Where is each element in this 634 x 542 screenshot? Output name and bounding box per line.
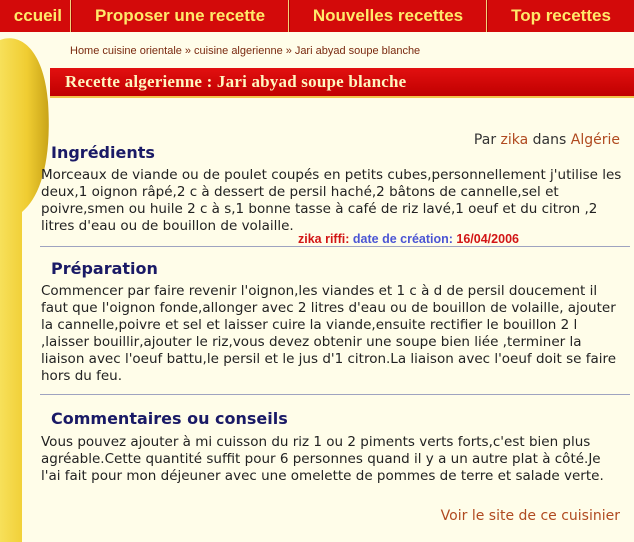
breadcrumb-separator: » (184, 45, 192, 57)
breadcrumb-separator: » (285, 45, 292, 57)
comments-text: Vous pouvez ajouter à mi cuisson du riz 1 ou 2 piments verts forts,c'est bien plus agréable.Cette quantité suffit pour 6 personnes quand il y a un autre plat à côté.Je l'ai fait pour mon déjeuner avec une omelette de pommes de terre et salade verte. (41, 434, 604, 484)
creation-author: zika riffi: (298, 232, 350, 246)
nav-top-recettes[interactable]: Top recettes (487, 0, 634, 32)
breadcrumb-home[interactable]: Home cuisine orientale (70, 45, 182, 57)
creation-info (298, 232, 519, 246)
nav-proposer-recette[interactable]: Proposer une recette (71, 0, 289, 32)
breadcrumb (70, 45, 420, 57)
title-bar (50, 68, 634, 98)
breadcrumb-current[interactable]: Jari abyad soupe blanche (294, 45, 421, 57)
country-link[interactable]: Algérie (570, 132, 620, 148)
ingredients-text: Morceaux de viande ou de poulet coupés en petits cubes,personnellement j'utilise les deux,1 oignon râpé,2 c à dessert de persil haché,2 bâtons de cannelle,sel et poivre,smen ou huile 2 c à s,1 bonne tasse à café de riz lavé,1 oeuf et du citron ,2 litres d'eau ou de bouillon de volaille. (41, 167, 622, 234)
nav-accueil[interactable]: ccueil (0, 0, 71, 32)
author-middle: dans (532, 132, 567, 148)
page-title: Recette algerienne : Jari abyad soupe blanche (65, 72, 407, 91)
top-nav (0, 0, 634, 32)
comments-title: Commentaires ou conseils (51, 409, 288, 428)
nav-nouvelles-recettes[interactable]: Nouvelles recettes (289, 0, 487, 32)
divider (40, 394, 630, 395)
author-prefix: Par (473, 132, 497, 148)
author-link[interactable]: zika (500, 132, 529, 148)
recipe-content (40, 98, 634, 542)
ingredients-title: Ingrédients (51, 143, 155, 162)
creation-label: date de création: (352, 232, 453, 246)
visit-cook-site-link[interactable]: Voir le site de ce cuisinier (440, 508, 620, 524)
breadcrumb-category[interactable]: cuisine algerienne (194, 45, 283, 57)
author-line (474, 132, 620, 148)
preparation-title: Préparation (51, 259, 158, 278)
divider (40, 246, 630, 247)
preparation-text: Commencer par faire revenir l'oignon,les viandes et 1 c à d de persil doucement il faut que l'oignon fonde,allonger avec 2 litres d'eau ou de bouillon de volaille, ajouter la cannelle,poivre et sel et laisser cuire la viande,ensuite rectifier le bouillon 2 l ,laisser bouillir,ajouter le riz,vous devez obtenir une soupe bien liée ,terminer la liaison avec l'oeuf battu,le persil et le jus d'1 citron.La liaison avec l'oeuf doit se faire hors du feu. (41, 283, 617, 384)
creation-date: 16/04/2006 (456, 232, 519, 246)
